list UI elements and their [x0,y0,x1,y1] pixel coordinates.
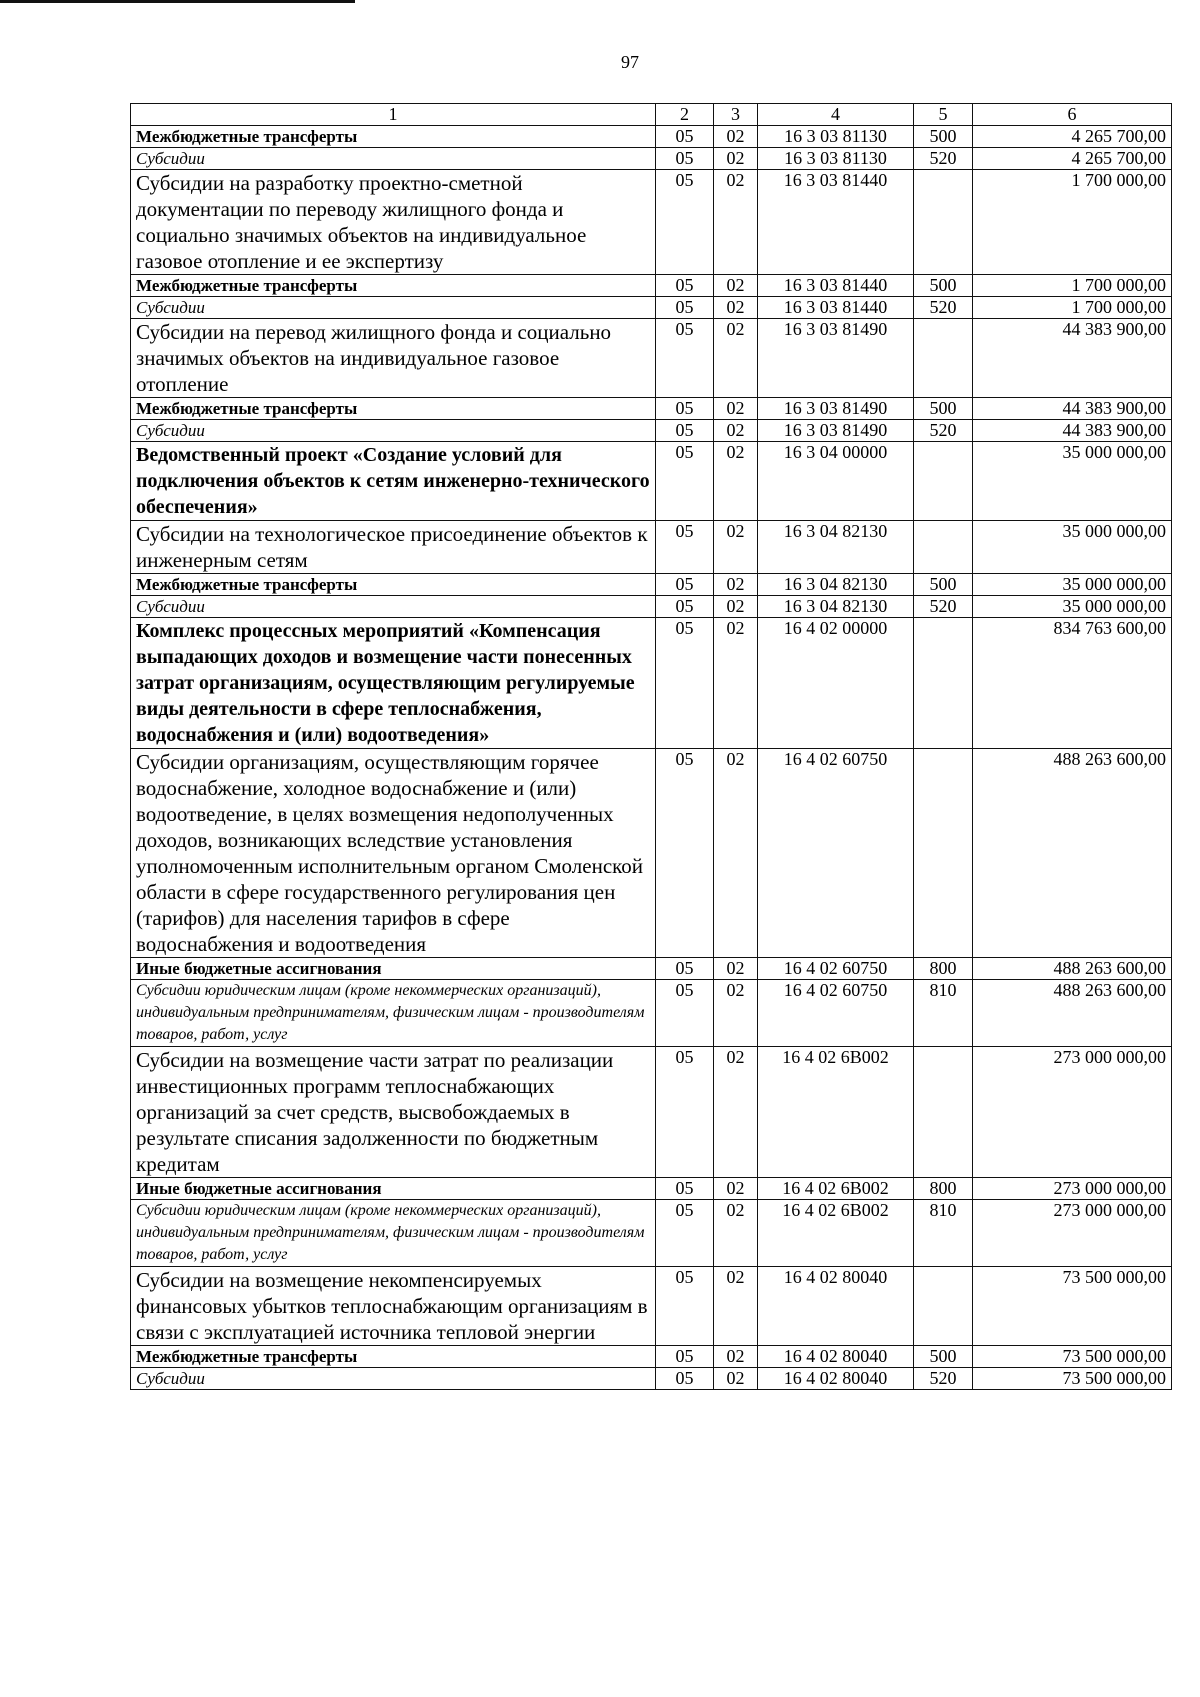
row-name-cell: Субсидии на возмещение некомпенсируемых финансовых убытков теплоснабжающим организациям в связи с эксплуатацией источника тепловой энергии [131,1267,656,1346]
row-target-article-cell: 16 4 02 60750 [758,958,914,980]
row-subsection-cell: 02 [714,126,758,148]
table-row [131,1047,1172,1178]
row-target-article-cell: 16 4 02 6В002 [758,1200,914,1267]
row-target-article-cell: 16 3 04 82130 [758,596,914,618]
row-expense-type-cell: 500 [914,1346,973,1368]
row-section-cell: 05 [656,749,714,958]
row-target-article-cell: 16 4 02 6В002 [758,1178,914,1200]
header-cell-4: 4 [758,104,914,126]
table-row [131,749,1172,958]
row-target-article-cell: 16 4 02 80040 [758,1267,914,1346]
table-row [131,596,1172,618]
row-subsection-cell: 02 [714,749,758,958]
row-expense-type-cell: 520 [914,297,973,319]
row-section-cell: 05 [656,297,714,319]
row-target-article-cell: 16 3 03 81440 [758,275,914,297]
row-name-cell: Субсидии [131,148,656,170]
row-expense-type-cell: 500 [914,275,973,297]
row-target-article-cell: 16 4 02 80040 [758,1346,914,1368]
header-cell-6: 6 [973,104,1172,126]
row-name-cell: Субсидии [131,1368,656,1390]
row-target-article-cell: 16 3 04 00000 [758,442,914,521]
row-section-cell: 05 [656,521,714,574]
table-row [131,1178,1172,1200]
row-amount-cell: 73 500 000,00 [973,1346,1172,1368]
row-expense-type-cell [914,749,973,958]
row-target-article-cell: 16 3 03 81440 [758,297,914,319]
row-name-cell: Субсидии организациям, осуществляющим горячее водоснабжение, холодное водоснабжение и (или) водоотведение, в целях возмещения недополученных доходов, возникающих вследствие установления уполномоченным исполнительным органом Смоленской области в сфере государственного регулирования цен (тарифов) для населения тарифов в сфере водоснабжения и водоотведения [131,749,656,958]
row-name-cell: Субсидии на возмещение части затрат по реализации инвестиционных программ теплоснабжающих организаций за счет средств, высвобождаемых в результате списания задолженности по бюджетным кредитам [131,1047,656,1178]
row-name-cell: Межбюджетные трансферты [131,398,656,420]
row-subsection-cell: 02 [714,170,758,275]
row-expense-type-cell: 520 [914,420,973,442]
row-name-cell: Субсидии на разработку проектно-сметной документации по переводу жилищного фонда и социально значимых объектов на индивидуальное газовое отопление и ее экспертизу [131,170,656,275]
row-name-cell: Межбюджетные трансферты [131,574,656,596]
row-expense-type-cell [914,319,973,398]
row-amount-cell: 834 763 600,00 [973,618,1172,749]
row-section-cell: 05 [656,398,714,420]
row-amount-cell: 488 263 600,00 [973,980,1172,1047]
row-subsection-cell: 02 [714,420,758,442]
row-subsection-cell: 02 [714,1267,758,1346]
row-expense-type-cell [914,170,973,275]
row-name-cell: Субсидии [131,297,656,319]
row-section-cell: 05 [656,275,714,297]
row-target-article-cell: 16 3 04 82130 [758,574,914,596]
row-name-cell: Межбюджетные трансферты [131,126,656,148]
row-amount-cell: 35 000 000,00 [973,574,1172,596]
row-name-cell: Субсидии юридическим лицам (кроме некоммерческих организаций), индивидуальным предпринимателям, физическим лицам - производителям товаров, работ, услуг [131,980,656,1047]
row-amount-cell: 4 265 700,00 [973,126,1172,148]
row-subsection-cell: 02 [714,297,758,319]
row-amount-cell: 4 265 700,00 [973,148,1172,170]
row-target-article-cell: 16 3 03 81490 [758,319,914,398]
row-target-article-cell: 16 3 03 81440 [758,170,914,275]
row-amount-cell: 35 000 000,00 [973,521,1172,574]
row-section-cell: 05 [656,126,714,148]
row-subsection-cell: 02 [714,1368,758,1390]
row-subsection-cell: 02 [714,275,758,297]
row-subsection-cell: 02 [714,398,758,420]
row-amount-cell: 44 383 900,00 [973,398,1172,420]
table-row [131,420,1172,442]
row-section-cell: 05 [656,1368,714,1390]
row-subsection-cell: 02 [714,596,758,618]
top-rule [0,0,355,3]
row-target-article-cell: 16 3 03 81130 [758,126,914,148]
header-cell-1: 1 [131,104,656,126]
row-target-article-cell: 16 4 02 00000 [758,618,914,749]
row-section-cell: 05 [656,420,714,442]
row-amount-cell: 1 700 000,00 [973,297,1172,319]
row-amount-cell: 488 263 600,00 [973,958,1172,980]
row-target-article-cell: 16 4 02 60750 [758,980,914,1047]
row-subsection-cell: 02 [714,1200,758,1267]
row-name-cell: Субсидии [131,420,656,442]
row-expense-type-cell [914,1047,973,1178]
row-subsection-cell: 02 [714,521,758,574]
row-expense-type-cell: 520 [914,148,973,170]
row-expense-type-cell: 800 [914,958,973,980]
table-row [131,980,1172,1047]
row-amount-cell: 73 500 000,00 [973,1267,1172,1346]
row-target-article-cell: 16 3 03 81130 [758,148,914,170]
row-section-cell: 05 [656,596,714,618]
row-amount-cell: 273 000 000,00 [973,1047,1172,1178]
header-row [131,104,1172,126]
table-row [131,319,1172,398]
header-cell-3: 3 [714,104,758,126]
row-amount-cell: 44 383 900,00 [973,319,1172,398]
row-amount-cell: 273 000 000,00 [973,1200,1172,1267]
row-section-cell: 05 [656,1346,714,1368]
row-subsection-cell: 02 [714,1346,758,1368]
row-expense-type-cell: 800 [914,1178,973,1200]
table-row [131,148,1172,170]
row-subsection-cell: 02 [714,319,758,398]
row-expense-type-cell [914,442,973,521]
table-row [131,398,1172,420]
row-name-cell: Комплекс процессных мероприятий «Компенсация выпадающих доходов и возмещение части понесенных затрат организациям, осуществляющим регулируемые виды деятельности в сфере теплоснабжения, водоснабжения и (или) водоотведения» [131,618,656,749]
row-expense-type-cell: 500 [914,574,973,596]
row-section-cell: 05 [656,1178,714,1200]
row-name-cell: Ведомственный проект «Создание условий для подключения объектов к сетям инженерно-технического обеспечения» [131,442,656,521]
table-body [131,104,1172,1390]
row-amount-cell: 1 700 000,00 [973,275,1172,297]
row-section-cell: 05 [656,442,714,521]
table-row [131,275,1172,297]
row-target-article-cell: 16 3 03 81490 [758,420,914,442]
table-row [131,958,1172,980]
table-row [131,1267,1172,1346]
row-amount-cell: 73 500 000,00 [973,1368,1172,1390]
row-target-article-cell: 16 3 04 82130 [758,521,914,574]
row-name-cell: Иные бюджетные ассигнования [131,1178,656,1200]
row-subsection-cell: 02 [714,1178,758,1200]
row-subsection-cell: 02 [714,148,758,170]
row-subsection-cell: 02 [714,958,758,980]
table-row [131,1368,1172,1390]
row-amount-cell: 273 000 000,00 [973,1178,1172,1200]
row-expense-type-cell [914,521,973,574]
table-row [131,574,1172,596]
row-name-cell: Субсидии [131,596,656,618]
row-section-cell: 05 [656,319,714,398]
table-row [131,1200,1172,1267]
row-amount-cell: 1 700 000,00 [973,170,1172,275]
row-expense-type-cell: 520 [914,596,973,618]
row-expense-type-cell: 810 [914,980,973,1047]
row-section-cell: 05 [656,170,714,275]
row-amount-cell: 35 000 000,00 [973,596,1172,618]
row-expense-type-cell: 810 [914,1200,973,1267]
table-row [131,618,1172,749]
page-number: 97 [621,52,639,72]
row-name-cell: Субсидии на перевод жилищного фонда и социально значимых объектов на индивидуальное газовое отопление [131,319,656,398]
header-cell-2: 2 [656,104,714,126]
row-section-cell: 05 [656,1200,714,1267]
row-section-cell: 05 [656,1047,714,1178]
row-target-article-cell: 16 4 02 80040 [758,1368,914,1390]
row-amount-cell: 488 263 600,00 [973,749,1172,958]
row-expense-type-cell: 500 [914,398,973,420]
row-name-cell: Субсидии на технологическое присоединение объектов к инженерным сетям [131,521,656,574]
table-row [131,297,1172,319]
table-row [131,1346,1172,1368]
row-target-article-cell: 16 4 02 6В002 [758,1047,914,1178]
row-subsection-cell: 02 [714,1047,758,1178]
row-name-cell: Межбюджетные трансферты [131,275,656,297]
row-section-cell: 05 [656,148,714,170]
row-section-cell: 05 [656,958,714,980]
row-name-cell: Межбюджетные трансферты [131,1346,656,1368]
row-expense-type-cell [914,1267,973,1346]
row-section-cell: 05 [656,1267,714,1346]
row-target-article-cell: 16 4 02 60750 [758,749,914,958]
table-row [131,442,1172,521]
budget-table [130,103,1172,1390]
row-expense-type-cell: 520 [914,1368,973,1390]
row-subsection-cell: 02 [714,980,758,1047]
row-subsection-cell: 02 [714,442,758,521]
row-section-cell: 05 [656,618,714,749]
row-expense-type-cell [914,618,973,749]
row-amount-cell: 44 383 900,00 [973,420,1172,442]
row-target-article-cell: 16 3 03 81490 [758,398,914,420]
table-row [131,170,1172,275]
table-row [131,521,1172,574]
row-section-cell: 05 [656,980,714,1047]
row-expense-type-cell: 500 [914,126,973,148]
table-row [131,126,1172,148]
row-subsection-cell: 02 [714,618,758,749]
header-cell-5: 5 [914,104,973,126]
row-name-cell: Субсидии юридическим лицам (кроме некоммерческих организаций), индивидуальным предпринимателям, физическим лицам - производителям товаров, работ, услуг [131,1200,656,1267]
row-section-cell: 05 [656,574,714,596]
row-amount-cell: 35 000 000,00 [973,442,1172,521]
row-subsection-cell: 02 [714,574,758,596]
row-name-cell: Иные бюджетные ассигнования [131,958,656,980]
